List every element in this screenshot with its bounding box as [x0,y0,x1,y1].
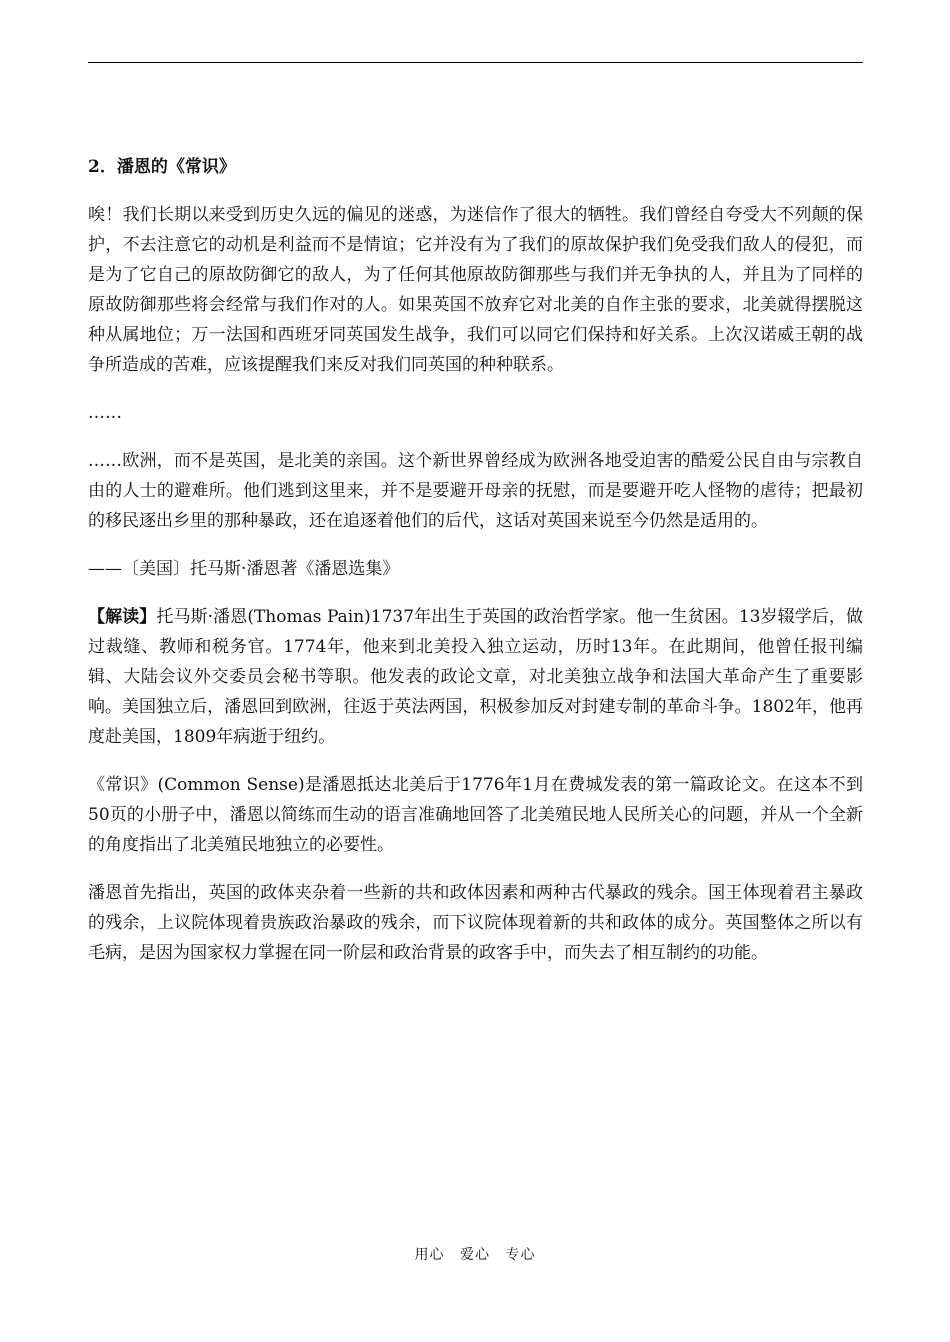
analysis-paragraph-3: 潘恩首先指出，英国的政体夹杂着一些新的共和政体因素和两种古代暴政的残余。国王体现着君主暴政的残余，上议院体现着贵族政治暴政的残余，而下议院体现着新的共和政体的成分。英国整体之所以有毛病，是因为国家权力掌握在同一阶层和政治背景的政客手中，而失去了相互制约的功能。 [88,883,863,963]
analysis-paragraph-1-text: 托马斯·潘恩(Thomas Pain)1737年出生于英国的政治哲学家。他一生贫困。13岁辍学后，做过裁缝、教师和税务官。1774年，他来到北美投入独立运动，历时13年。在此期间，他曾任报刊编辑、大陆会议外交委员会秘书等职。他发表的政论文章，对北美独立战争和法国大革命产生了重要影响。美国独立后，潘恩回到欧洲，往返于英法两国，积极参加反对封建专制的革命斗争。1802年，他再度赴美国，1809年病逝于纽约。 [88,607,864,747]
page-footer: 用心 爱心 专心 [414,1247,536,1263]
quote-ellipsis: …… [88,403,122,423]
quote-source: ——〔美国〕托马斯·潘恩著《潘恩选集》 [88,559,400,579]
header-rule [88,62,863,63]
quote-paragraph-2: ……欧洲，而不是英国，是北美的亲国。这个新世界曾经成为欧洲各地受迫害的酷爱公民自由与宗教自由的人士的避难所。他们逃到这里来，并不是要避开母亲的抚慰，而是要避开吃人怪物的虐待；把最初的移民逐出乡里的那种暴政，还在追逐着他们的后代，这话对英国来说至今仍然是适用的。 [88,451,863,531]
analysis-paragraph-1 [88,602,863,752]
analysis-paragraph-2: 《常识》(Common Sense)是潘恩抵达北美后于1776年1月在费城发表的第一篇政论文。在这本不到50页的小册子中，潘恩以简练而生动的语言准确地回答了北美殖民地人民所关心的问题，并从一个全新的角度指出了北美殖民地独立的必要性。 [88,775,863,855]
analysis-tag: 【解读】 [88,607,157,627]
quote-paragraph-1: 唉！我们长期以来受到历史久远的偏见的迷惑，为迷信作了很大的牺牲。我们曾经自夸受大不列颠的保护，不去注意它的动机是利益而不是情谊；它并没有为了我们的原故保护我们免受我们敌人的侵犯，而是为了它自己的原故防御它的敌人，为了任何其他原故防御那些与我们并无争执的人，并且为了同样的原故防御那些将会经常与我们作对的人。如果英国不放弃它对北美的自作主张的要求，北美就得摆脱这种从属地位；万一法国和西班牙同英国发生战争，我们可以同它们保持和好关系。上次汉诺威王朝的战争所造成的苦难，应该提醒我们来反对我们同英国的种种联系。 [88,205,863,375]
section-title: 2．潘恩的《常识》 [88,157,236,177]
document-body [88,152,863,986]
